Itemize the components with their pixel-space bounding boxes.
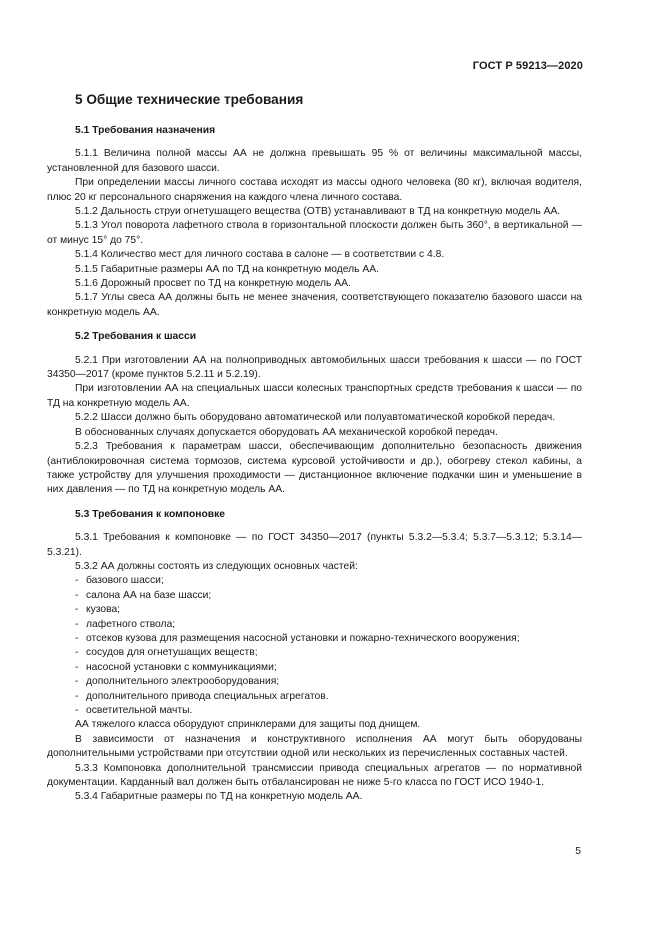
parts-list bbox=[47, 574, 582, 718]
subsection-title-5-3: 5.3 Требования к компоновке bbox=[75, 508, 225, 520]
paragraph-5-2-1: 5.2.1 При изготовлении АА на полноприводных автомобильных шасси требования к шасси — по ГОСТ 34350—2017 (кроме пунктов 5.2.11 и 5.2.19). bbox=[47, 354, 582, 381]
paragraph-5-3-2: 5.3.2 АА должны состоять из следующих основных частей: bbox=[75, 560, 358, 572]
section-title: 5 Общие технические требования bbox=[75, 92, 304, 107]
paragraph-5-1-4: 5.1.4 Количество мест для личного состава в салоне — в соответствии с 4.8. bbox=[75, 249, 445, 261]
paragraph-5-3-4: 5.3.4 Габаритные размеры по ТД на конкретную модель АА. bbox=[75, 791, 363, 803]
list-item: - дополнительного электрооборудования; bbox=[75, 676, 280, 688]
document-header-id: ГОСТ Р 59213—2020 bbox=[472, 60, 583, 72]
document-body bbox=[47, 124, 582, 805]
paragraph-5-2-2: 5.2.2 Шасси должно быть оборудовано автоматической или полуавтоматической коробкой передач. bbox=[75, 412, 556, 424]
list-item: - осветительной мачты. bbox=[75, 704, 193, 716]
paragraph-5-1-6: 5.1.6 Дорожный просвет по ТД на конкретную модель АА. bbox=[75, 278, 351, 290]
paragraph-5-3-1: 5.3.1 Требования к компоновке — по ГОСТ 34350—2017 (пункты 5.3.2—5.3.4; 5.3.7—5.3.12; 5.3.14—5.3.21). bbox=[47, 532, 582, 558]
paragraph-5-1-5: 5.1.5 Габаритные размеры АА по ТД на конкретную модель АА. bbox=[75, 263, 379, 275]
list-item: - кузова; bbox=[75, 604, 121, 616]
list-item: - салона АА на базе шасси; bbox=[75, 589, 212, 601]
paragraph-5-2-3: 5.2.3 Требования к параметрам шасси, обеспечивающим дополнительно безопасность движения (антиблокировочная система тормозов, система курсовой устойчивости и др.), обогреву стекол кабины, а также устройству для улучшения проходимости — дистанционное включение подкачки шин и уменьшение в них давления — по ТД на конкретную модель АА. bbox=[47, 441, 582, 496]
list-item: - дополнительного привода специальных агрегатов. bbox=[75, 690, 329, 702]
paragraph: При изготовлении АА на специальных шасси колесных транспортных средств требования к шасси — по ТД на конкретную модель АА. bbox=[47, 383, 582, 409]
paragraph: При определении массы личного состава исходят из массы одного человека (80 кг), включая водителя, плюс 20 кг персонального снаряжения на каждого члена личного состава. bbox=[47, 177, 582, 203]
paragraph-5-1-3: 5.1.3 Угол поворота лафетного ствола в горизонтальной плоскости должен быть 360°, в вертикальной — от минус 15° до 75°. bbox=[47, 220, 582, 246]
list-item: - насосной установки с коммуникациями; bbox=[75, 661, 277, 673]
paragraph: В обоснованных случаях допускается оборудовать АА механической коробкой передач. bbox=[75, 426, 498, 438]
paragraph-5-1-1: 5.1.1 Величина полной массы АА не должна превышать 95 % от величины максимальной массы, установленной для базового шасси. bbox=[47, 148, 582, 174]
page-number: 5 bbox=[575, 846, 581, 857]
list-item: - сосудов для огнетушащих веществ; bbox=[75, 647, 258, 659]
paragraph: АА тяжелого класса оборудуют спринклерами для защиты под днищем. bbox=[75, 719, 421, 731]
paragraph-5-1-7: 5.1.7 Углы свеса АА должны быть не менее значения, соответствующего показателю базового шасси на конкретную модель АА. bbox=[47, 292, 582, 318]
list-item: - лафетного ствола; bbox=[75, 618, 176, 630]
subsection-title-5-2: 5.2 Требования к шасси bbox=[75, 331, 197, 343]
paragraph: В зависимости от назначения и конструктивного исполнения АА могут быть оборудованы дополнительными устройствами при отсутствии одной или нескольких из перечисленных составных частей. bbox=[47, 733, 582, 760]
list-item: - базового шасси; bbox=[75, 575, 164, 587]
list-item: - отсеков кузова для размещения насосной установки и пожарно-технического вооружения; bbox=[75, 632, 520, 644]
subsection-title-5-1: 5.1 Требования назначения bbox=[75, 125, 216, 136]
paragraph-5-3-3: 5.3.3 Компоновка дополнительной трансмиссии привода специальных агрегатов — по нормативной документации. Карданный вал должен быть отбалансирован не ниже 5-го класса по ГОСТ ИСО 1940-1. bbox=[47, 762, 582, 789]
paragraph-5-1-2: 5.1.2 Дальность струи огнетушащего вещества (ОТВ) устанавливают в ТД на конкретную модель АА. bbox=[75, 206, 561, 218]
